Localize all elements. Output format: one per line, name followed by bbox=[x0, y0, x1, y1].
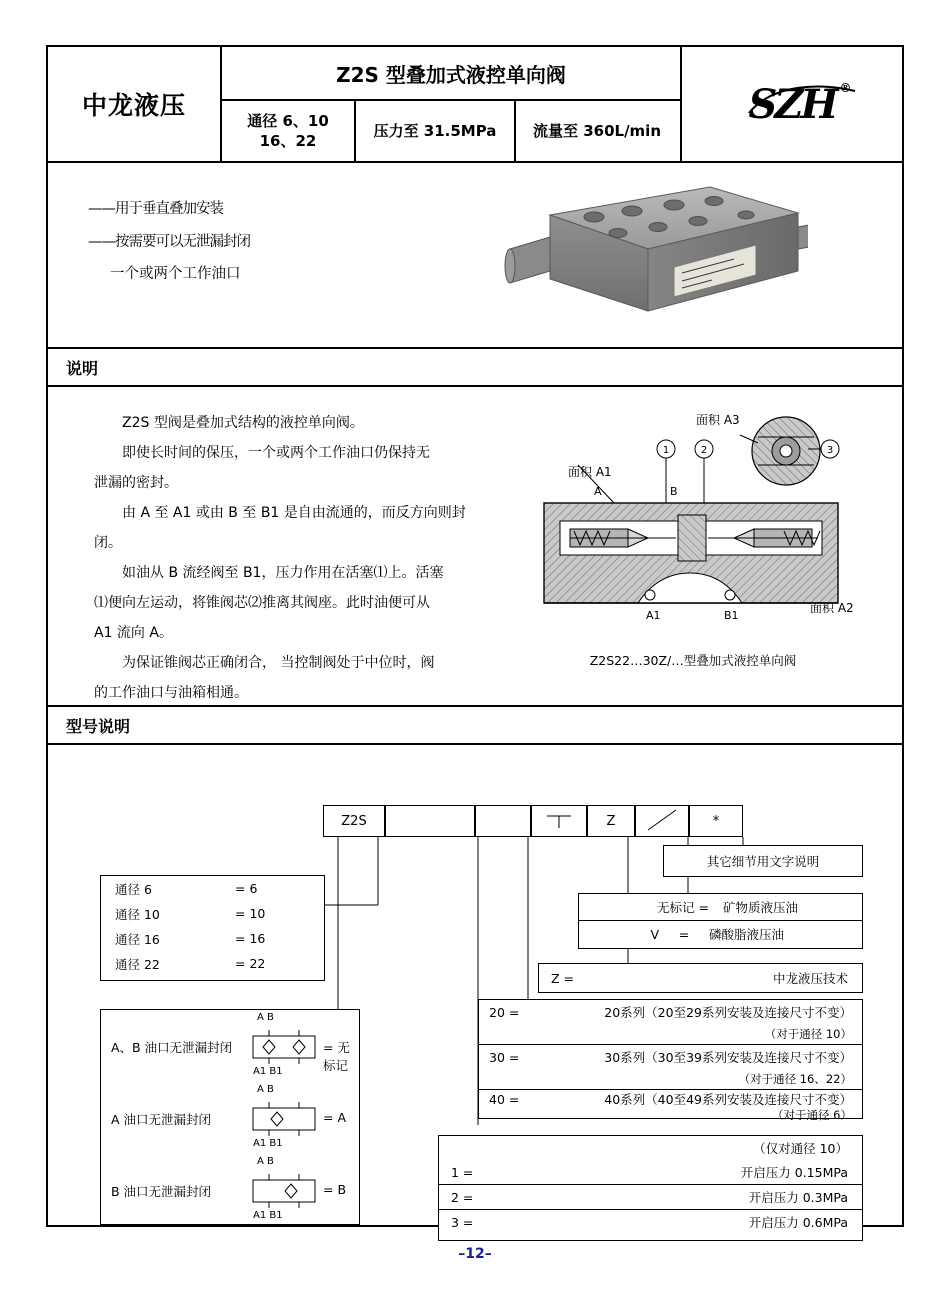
description-paragraph-1: Z2S 型阀是叠加式结构的液控单向阀。 bbox=[122, 415, 364, 431]
note-other-details bbox=[663, 845, 863, 877]
size-row-22 bbox=[101, 951, 324, 976]
fluid-v-desc: 磷酸脂液压油 bbox=[709, 927, 785, 942]
code-box-other: * bbox=[689, 805, 743, 837]
code-box-seal bbox=[531, 805, 587, 837]
seal-option-b-label: B 油口无泄漏封闭 bbox=[111, 1184, 212, 1199]
code-box-type: Z2S bbox=[323, 805, 385, 837]
description-paragraph-4b: ⑴便向左运动，将锥阀芯⑵推离其阀座。此时油便可从 bbox=[94, 595, 430, 611]
tech-table bbox=[538, 963, 863, 993]
seal-symbol-icon bbox=[539, 810, 579, 832]
code-box-size bbox=[385, 805, 475, 837]
svg-text:3: 3 bbox=[826, 445, 834, 456]
series-20-code: 20 = bbox=[489, 1004, 520, 1020]
feature-item-3: 一个或两个工作油口 bbox=[110, 266, 241, 283]
seal-option-b-eq: = B bbox=[323, 1182, 347, 1197]
series-20-sub: （对于通径 10） bbox=[764, 1027, 852, 1041]
svg-text:A1: A1 bbox=[646, 609, 661, 622]
header-spec-row bbox=[222, 101, 680, 161]
series-30-sub: （对于通径 16、22） bbox=[738, 1072, 852, 1086]
series-table bbox=[478, 999, 863, 1122]
size-row-16 bbox=[101, 926, 324, 951]
page-number: –12– bbox=[458, 1246, 492, 1262]
description-paragraph-2a: 即使长时间的保压，一个或两个工作油口仍保持无 bbox=[122, 445, 430, 461]
svg-text:1: 1 bbox=[662, 445, 670, 456]
series-30-code: 30 = bbox=[489, 1049, 520, 1065]
seal-option-ab bbox=[101, 1010, 359, 1082]
size-16-eq: = 16 bbox=[235, 931, 266, 946]
feature-item-1: ——用于垂直叠加安装 bbox=[88, 201, 223, 217]
seal-b-ports-bottom: A1 B1 bbox=[253, 1210, 283, 1221]
spec-flow: 流量至 360L/min bbox=[532, 121, 662, 140]
series-20-desc: 20系列（20至29系列安装及连接尺寸不变） bbox=[604, 1005, 852, 1020]
feature-item-2: ——按需要可以无泄漏封闭 bbox=[88, 233, 250, 250]
seal-symbol-b-icon bbox=[249, 1172, 323, 1212]
size-16-name: 通径 16 bbox=[115, 931, 160, 947]
fluid-v-eq: = bbox=[678, 926, 690, 942]
series-30-desc: 30系列（30至39系列安装及连接尺寸不变） bbox=[604, 1050, 852, 1065]
cracking-pressure-table bbox=[438, 1135, 863, 1241]
cracking-row-1 bbox=[439, 1160, 862, 1185]
series-40-code: 40 = bbox=[489, 1091, 520, 1107]
seal-option-a bbox=[101, 1082, 359, 1154]
svg-text:B1: B1 bbox=[724, 609, 739, 622]
brand-registered-mark: ® bbox=[839, 80, 852, 95]
cracking-1-code: 1 = bbox=[451, 1164, 474, 1180]
description-paragraph-4a: 如油从 B 流经阀至 B1，压力作用在活塞⑴上。活塞 bbox=[122, 565, 444, 581]
fluid-row-v bbox=[579, 921, 862, 947]
note-other-details-text: 其它细节用文字说明 bbox=[706, 854, 820, 869]
brand-logo bbox=[748, 80, 852, 128]
seal-b-ports-top: A B bbox=[257, 1156, 274, 1167]
cracking-1-desc: 开启压力 0.15MPa bbox=[740, 1165, 848, 1180]
series-40-sub: （对于通径 6） bbox=[772, 1108, 852, 1122]
series-40-desc: 40系列（40至49系列安装及连接尺寸不变） bbox=[604, 1092, 852, 1107]
brand-logo-cell bbox=[682, 47, 902, 161]
size-22-name: 通径 22 bbox=[115, 956, 160, 972]
label-area-a1: 面积 A1 bbox=[568, 465, 612, 479]
seal-option-a-label: A 油口无泄漏封闭 bbox=[111, 1112, 212, 1127]
feature-band bbox=[48, 163, 902, 349]
description-paragraph-5a: 为保证锥阀芯正确闭合， 当控制阀处于中位时，阀 bbox=[122, 655, 435, 671]
svg-text:A: A bbox=[594, 485, 602, 498]
document-header bbox=[48, 47, 902, 163]
fluid-table bbox=[578, 893, 863, 949]
description-body bbox=[48, 387, 902, 707]
company-name: 中龙液压 bbox=[81, 91, 186, 120]
seal-option-ab-eq: = 无标记 bbox=[323, 1040, 350, 1073]
cracking-2-desc: 开启压力 0.3MPa bbox=[748, 1190, 848, 1205]
svg-text:B: B bbox=[670, 485, 678, 498]
detail-circle bbox=[752, 417, 820, 485]
fluid-row-nomark bbox=[579, 894, 862, 921]
description-text bbox=[94, 409, 504, 709]
company-name-cell bbox=[48, 47, 222, 161]
seal-option-b bbox=[101, 1154, 359, 1226]
size-table bbox=[100, 875, 325, 981]
slash-icon bbox=[642, 808, 682, 834]
section-header-description bbox=[48, 349, 902, 387]
svg-text:2: 2 bbox=[700, 445, 708, 456]
fluid-nomark-code: 无标记 = bbox=[657, 900, 709, 915]
cracking-row-2 bbox=[439, 1185, 862, 1210]
size-10-name: 通径 10 bbox=[115, 906, 160, 922]
model-code-area bbox=[48, 745, 902, 1230]
document-sheet bbox=[46, 45, 904, 1230]
seal-options-table bbox=[100, 1009, 360, 1225]
description-paragraph-2b: 泄漏的密封。 bbox=[94, 475, 178, 491]
seal-a-ports-top: A B bbox=[257, 1084, 274, 1095]
description-paragraph-4c: A1 流向 A。 bbox=[94, 625, 173, 641]
feature-list bbox=[88, 193, 428, 291]
code-box-fluid bbox=[635, 805, 689, 837]
size-6-name: 通径 6 bbox=[115, 881, 152, 897]
seal-option-ab-label: A、B 油口无泄漏封闭 bbox=[111, 1040, 233, 1055]
cracking-2-code: 2 = bbox=[451, 1189, 474, 1205]
cracking-3-code: 3 = bbox=[451, 1214, 474, 1230]
brand-text: SZH bbox=[748, 80, 836, 128]
section-header-model bbox=[48, 707, 902, 745]
page-title: Z2S 型叠加式液控单向阀 bbox=[222, 47, 680, 101]
header-middle bbox=[222, 47, 682, 161]
cracking-3-desc: 开启压力 0.6MPa bbox=[748, 1215, 848, 1230]
section-title-model: 型号说明 bbox=[66, 716, 131, 736]
size-row-6 bbox=[101, 876, 324, 901]
product-photo bbox=[498, 175, 808, 337]
code-box-tech: Z bbox=[587, 805, 635, 837]
code-box-series bbox=[475, 805, 531, 837]
fluid-nomark-desc: 矿物质液压油 bbox=[723, 900, 799, 915]
size-row-10 bbox=[101, 901, 324, 926]
series-row-30 bbox=[479, 1045, 862, 1069]
seal-symbol-ab-icon bbox=[249, 1028, 323, 1068]
spec-size-line2: 16、22 bbox=[259, 132, 317, 150]
series-row-20 bbox=[479, 1000, 862, 1024]
series-row-40 bbox=[479, 1090, 862, 1108]
description-paragraph-3a: 由 A 至 A1 或由 B 至 B1 是自由流通的，而反方向则封 bbox=[122, 505, 466, 521]
description-paragraph-3b: 闭。 bbox=[94, 535, 122, 551]
seal-option-a-eq: = A bbox=[323, 1110, 346, 1125]
cracking-note: （仅对通径 10） bbox=[753, 1141, 848, 1156]
seal-ab-ports-bottom: A1 B1 bbox=[253, 1066, 283, 1077]
fluid-v-code: V bbox=[650, 926, 659, 942]
section-title-description: 说明 bbox=[66, 358, 99, 378]
size-10-eq: = 10 bbox=[235, 906, 266, 921]
spec-size-line1: 通径 6、10 bbox=[247, 111, 329, 130]
size-6-eq: = 6 bbox=[235, 881, 258, 896]
description-paragraph-5b: 的工作油口与油箱相通。 bbox=[94, 685, 248, 701]
tech-desc: 中龙液压技术 bbox=[772, 971, 848, 986]
seal-symbol-a-icon bbox=[249, 1100, 323, 1140]
label-area-a2: 面积 A2 bbox=[810, 601, 854, 615]
seal-ab-ports-top: A B bbox=[257, 1012, 274, 1023]
label-area-a3: 面积 A3 bbox=[696, 413, 740, 427]
spec-pressure: 压力至 31.5MPa bbox=[356, 101, 516, 161]
cracking-row-3 bbox=[439, 1210, 862, 1234]
spec-size bbox=[222, 101, 356, 161]
tech-code: Z = bbox=[551, 970, 575, 986]
diagram-caption: Z2S22…30Z/…型叠加式液控单向阀 bbox=[589, 653, 797, 668]
size-22-eq: = 22 bbox=[235, 956, 266, 971]
seal-a-ports-bottom: A1 B1 bbox=[253, 1138, 283, 1149]
